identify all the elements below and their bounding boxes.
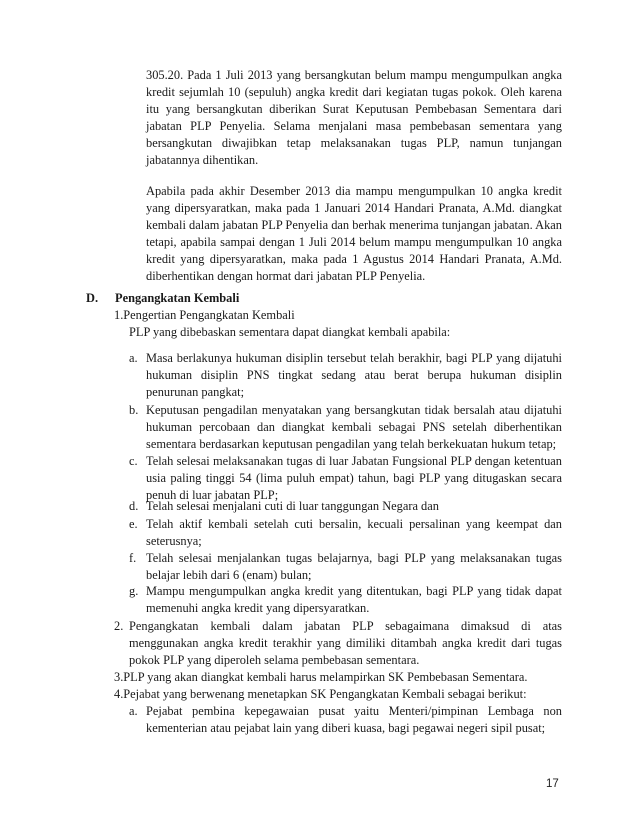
list-marker: g. [129, 584, 139, 598]
list-marker: f. [129, 551, 137, 565]
list-item-text: Telah selesai menjalani cuti di luar tanggungan Negara dan [146, 499, 439, 513]
list-item-text: Mampu mengumpulkan angka kredit yang ditentukan, bagi PLP yang tidak dapat memenuhi angka kredit yang dipersyaratkan. [146, 584, 562, 616]
subsection-2-text: Pengangkatan kembali dalam jabatan PLP sebagaimana dimaksud di atas menggunakan angka kredit terakhir yang dimiliki ditambah angka kredit dari tugas pokok PLP yang diperoleh selama pembebasan sementara. [129, 619, 562, 668]
list-marker: d. [129, 499, 139, 513]
list-item-text: Telah selesai menjalankan tugas belajarnya, bagi PLP yang melaksanakan tugas belajar lebih dari 6 (enam) bulan; [146, 551, 562, 583]
list-marker: a. [129, 351, 138, 365]
list-item-text: Pejabat pembina kepegawaian pusat yaitu Menteri/pimpinan Lembaga non kementerian atau pejabat lain yang diberi kuasa, bagi pegawai negeri sipil pusat; [146, 704, 562, 736]
list-item-text: Telah selesai melaksanakan tugas di luar Jabatan Fungsional PLP dengan ketentuan usia paling tinggi 54 (lima puluh empat) tahun, bagi PLP yang ditugaskan secara penuh di luar jabatan PLP; [146, 454, 562, 503]
list-item-text: Keputusan pengadilan menyatakan yang bersangkutan tidak bersalah atau dijatuhi hukuman percobaan dan diangkat kembali sebagai PNS setelah diberhentikan sementara berdasarkan keputusan pengadilan yang telah berkekuatan hukum tetap; [146, 403, 562, 452]
page-number: 17 [546, 778, 559, 790]
subsection-1-heading: 1.Pengertian Pengangkatan Kembali [114, 308, 295, 322]
list-marker: b. [129, 403, 139, 417]
subsection-2-marker: 2. [114, 619, 124, 633]
continuation-paragraph: 305.20. Pada 1 Juli 2013 yang bersangkutan belum mampu mengumpulkan angka kredit sejumlah 10 (sepuluh) angka kredit dari kegiatan tugas pokok. Oleh karena itu yang bersangkutan diberikan Surat Keputusan Pembebasan Sementara dari jabatan PLP Penyelia. Selama menjalani masa pembebasan sementara yang bersangkutan diwajibkan tetap melaksanakan tugas PLP, namun tunjangan jabatannya dihentikan. [146, 68, 562, 168]
list-marker: c. [129, 454, 138, 468]
list-marker: e. [129, 517, 138, 531]
section-marker: D. [86, 291, 99, 305]
list-marker: a. [129, 704, 138, 718]
subsection-3-text: 3.PLP yang akan diangkat kembali harus melampirkan SK Pembebasan Sementara. [114, 670, 528, 684]
list-item-text: Telah aktif kembali setelah cuti bersalin, kecuali persalinan yang keempat dan seterusnya; [146, 517, 562, 549]
list-item-text: Masa berlakunya hukuman disiplin tersebut telah berakhir, bagi PLP yang dijatuhi hukuman disiplin PNS tingkat sedang atau berat berupa hukuman disiplin penurunan pangkat; [146, 351, 562, 400]
subsection-4-text: 4.Pejabat yang berwenang menetapkan SK Pengangkatan Kembali sebagai berikut: [114, 687, 527, 701]
section-title: Pengangkatan Kembali [115, 291, 240, 305]
subsection-1-intro: PLP yang dibebaskan sementara dapat diangkat kembali apabila: [129, 325, 451, 339]
example-paragraph: Apabila pada akhir Desember 2013 dia mampu mengumpulkan 10 angka kredit yang dipersyaratkan, maka pada 1 Januari 2014 Handari Pranata, A.Md. diangkat kembali dalam jabatan PLP Penyelia dan berhak menerima tunjangan jabatan. Akan tetapi, apabila sampai dengan 1 Juli 2014 belum mampu mengumpulkan 10 angka kredit yang dipersyaratkan, maka pada 1 Agustus 2014 Handari Pranata, A.Md. diberhentikan dengan hormat dari jabatan PLP Penyelia. [146, 184, 562, 284]
